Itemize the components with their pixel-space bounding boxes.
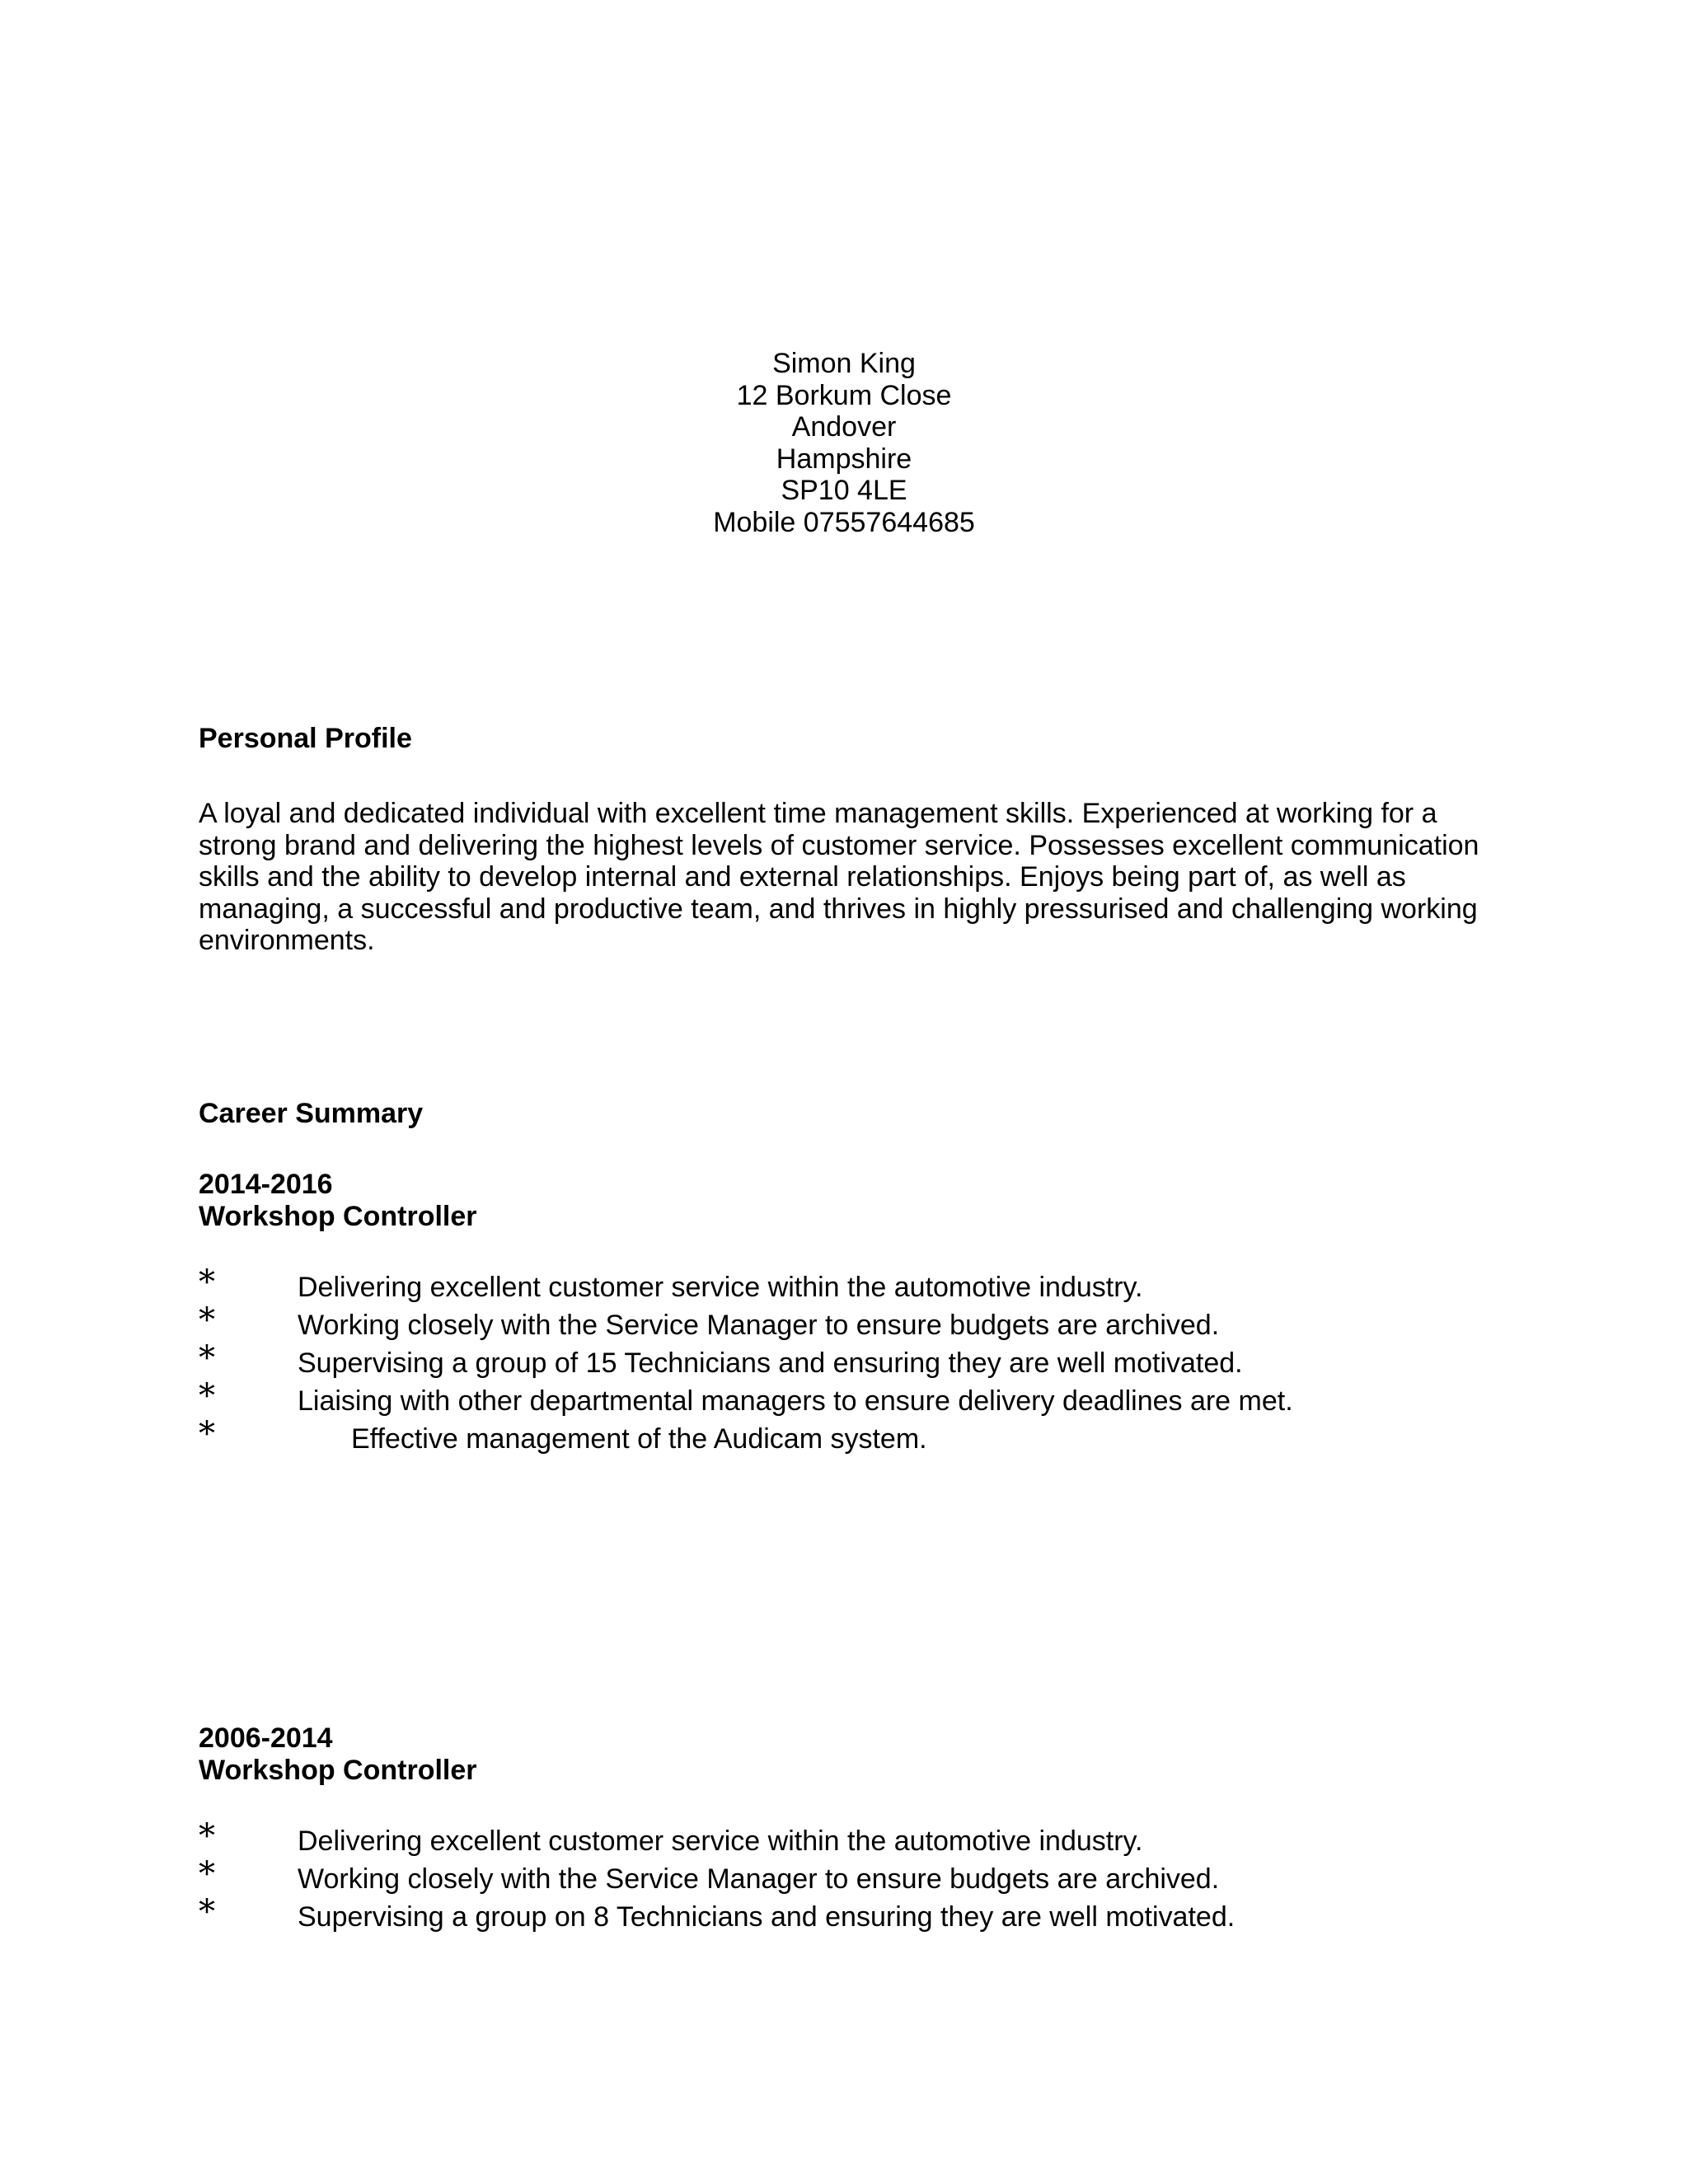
contact-street: 12 Borkum Close <box>736 379 952 411</box>
job-duties-list <box>199 1817 1517 1936</box>
job-entry <box>199 1722 1517 1933</box>
bullet-asterisk: * <box>199 1855 215 1893</box>
job-duties-list <box>199 1263 1517 1458</box>
duty-text: Working closely with the Service Manager to ensure budgets are archived. <box>298 1310 1220 1341</box>
contact-county: Hampshire <box>776 443 912 475</box>
job-header <box>199 1169 1517 1232</box>
job-header <box>199 1722 1517 1786</box>
job-entry <box>199 1169 1517 1455</box>
job-title: Workshop Controller <box>199 1200 477 1232</box>
bullet-asterisk: * <box>199 1263 215 1301</box>
list-item <box>199 1415 1517 1458</box>
personal-profile-text: A loyal and dedicated individual with excellent time management skills. Experienced at working for a strong brand and delivering the highest levels of customer service. Possesses excellent communication skills and the ability to develop internal and external relationships. Enjoys being part of, as well as managing, a successful and productive team, and thrives in highly pressurised and challenging working environments. <box>199 798 1479 956</box>
duty-text: Supervising a group on 8 Technicians and ensuring they are well motivated. <box>298 1901 1236 1933</box>
job-years: 2006-2014 <box>199 1722 333 1754</box>
duty-text: Delivering excellent customer service within the automotive industry. <box>298 1272 1143 1303</box>
list-item <box>199 1817 1517 1860</box>
job-title: Workshop Controller <box>199 1754 477 1786</box>
duty-text: Effective management of the Audicam system. <box>351 1423 927 1455</box>
list-item <box>199 1263 1517 1306</box>
career-summary-heading: Career Summary <box>199 1098 424 1129</box>
list-item <box>199 1893 1517 1936</box>
bullet-asterisk: * <box>199 1377 215 1415</box>
duty-text: Delivering excellent customer service within the automotive industry. <box>298 1825 1143 1857</box>
duty-text: Liaising with other departmental managers to ensure delivery deadlines are met. <box>298 1385 1293 1417</box>
list-item <box>199 1855 1517 1898</box>
bullet-asterisk: * <box>199 1339 215 1377</box>
contact-mobile: Mobile 07557644685 <box>713 506 975 538</box>
bullet-asterisk: * <box>199 1817 215 1855</box>
duty-text: Working closely with the Service Manager to ensure budgets are archived. <box>298 1863 1220 1895</box>
list-item <box>199 1339 1517 1382</box>
list-item <box>199 1377 1517 1420</box>
contact-town: Andover <box>791 411 897 443</box>
personal-profile-heading: Personal Profile <box>199 723 412 754</box>
list-item <box>199 1301 1517 1344</box>
job-years: 2014-2016 <box>199 1169 333 1200</box>
contact-block <box>0 348 1688 538</box>
bullet-asterisk: * <box>199 1415 215 1453</box>
bullet-asterisk: * <box>199 1893 215 1931</box>
bullet-asterisk: * <box>199 1301 215 1339</box>
duty-text: Supervising a group of 15 Technicians and ensuring they are well motivated. <box>298 1347 1243 1379</box>
contact-postcode: SP10 4LE <box>781 475 907 506</box>
contact-name: Simon King <box>772 348 916 379</box>
